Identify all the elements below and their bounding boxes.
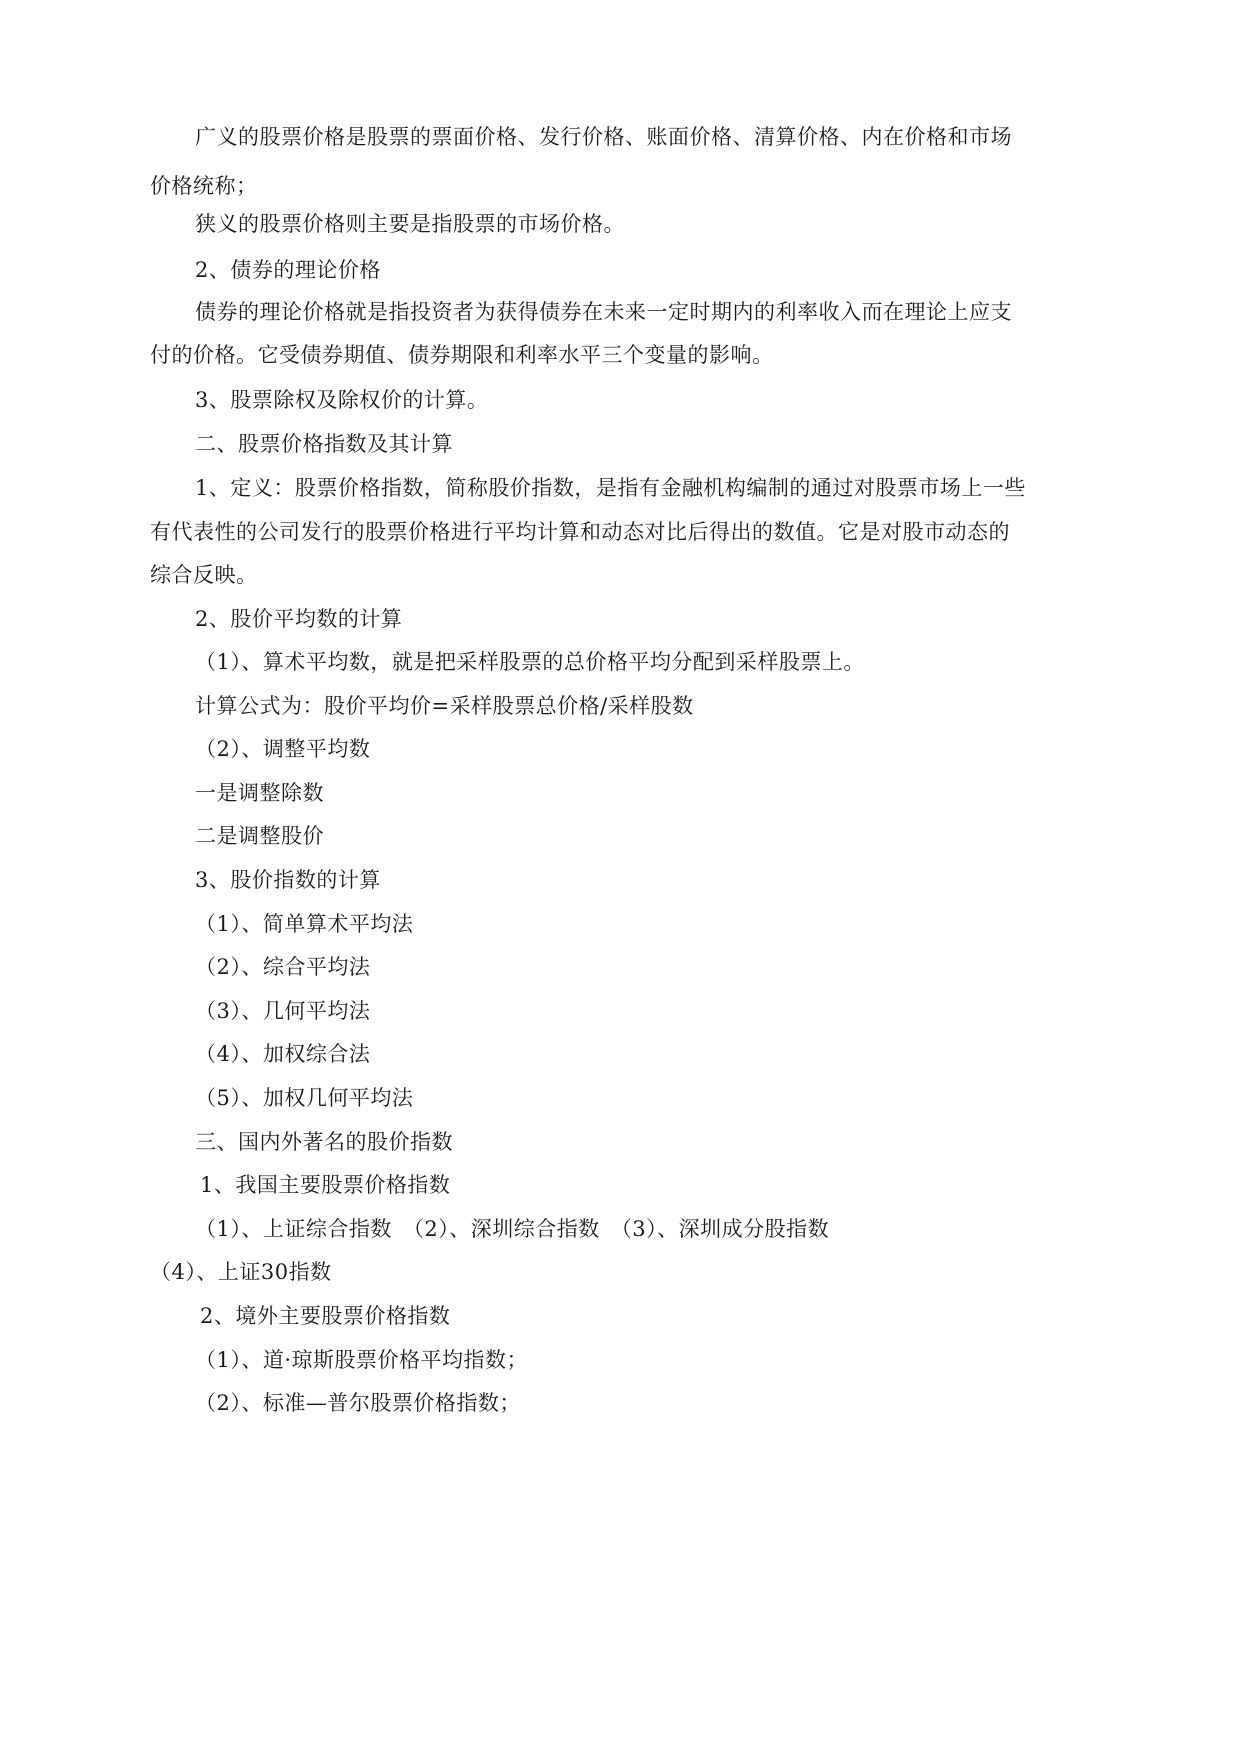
list-item: （4）、加权综合法 (195, 1042, 371, 1066)
section-heading: 2、股价平均数的计算 (195, 607, 403, 631)
paragraph-line: 一是调整除数 (195, 781, 324, 805)
list-item: （2）、调整平均数 (195, 737, 371, 761)
list-item: （2）、综合平均法 (195, 955, 371, 979)
paragraph-line: 狭义的股票价格则主要是指股票的市场价格。 (195, 212, 625, 236)
list-item: （1）、道·琼斯股票价格平均指数； (195, 1348, 529, 1372)
list-item: （5）、加权几何平均法 (195, 1086, 414, 1110)
section-heading: 3、股价指数的计算 (195, 868, 381, 892)
list-item: （3）、几何平均法 (195, 999, 371, 1023)
formula-line: 计算公式为：股价平均价=采样股票总价格/采样股数 (195, 694, 694, 718)
section-heading: 1、我国主要股票价格指数 (200, 1173, 451, 1197)
list-item: （4）、上证30指数 (150, 1260, 332, 1284)
paragraph-line: 债券的理论价格就是指投资者为获得债券在未来一定时期内的利率收入而在理论上应支 (195, 300, 1012, 324)
list-item: （1）、简单算术平均法 (195, 912, 414, 936)
paragraph-line: 广义的股票价格是股票的票面价格、发行价格、账面价格、清算价格、内在价格和市场 (195, 125, 1012, 149)
section-heading: 2、债券的理论价格 (195, 258, 381, 282)
paragraph-line: 二是调整股价 (195, 824, 324, 848)
section-heading: 3、股票除权及除权价的计算。 (195, 388, 489, 412)
section-heading: 2、境外主要股票价格指数 (200, 1304, 451, 1328)
paragraph-line: 付的价格。它受债券期值、债券期限和利率水平三个变量的影响。 (150, 343, 774, 367)
list-item: （2）、标准—普尔股票价格指数； (195, 1391, 521, 1415)
list-item: （1）、上证综合指数 （2）、深圳综合指数 （3）、深圳成分股指数 (195, 1217, 830, 1241)
paragraph-line: 1、定义：股票价格指数，简称股价指数，是指有金融机构编制的通过对股票市场上一些 (195, 476, 1026, 500)
list-item: （1）、算术平均数，就是把采样股票的总价格平均分配到采样股票上。 (195, 650, 865, 674)
paragraph-line: 有代表性的公司发行的股票价格进行平均计算和动态对比后得出的数值。它是对股市动态的 (150, 520, 1010, 544)
paragraph-line: 综合反映。 (150, 563, 258, 587)
paragraph-line: 价格统称； (150, 174, 258, 198)
section-heading: 三、国内外著名的股价指数 (195, 1130, 453, 1154)
section-heading: 二、股票价格指数及其计算 (195, 432, 453, 456)
